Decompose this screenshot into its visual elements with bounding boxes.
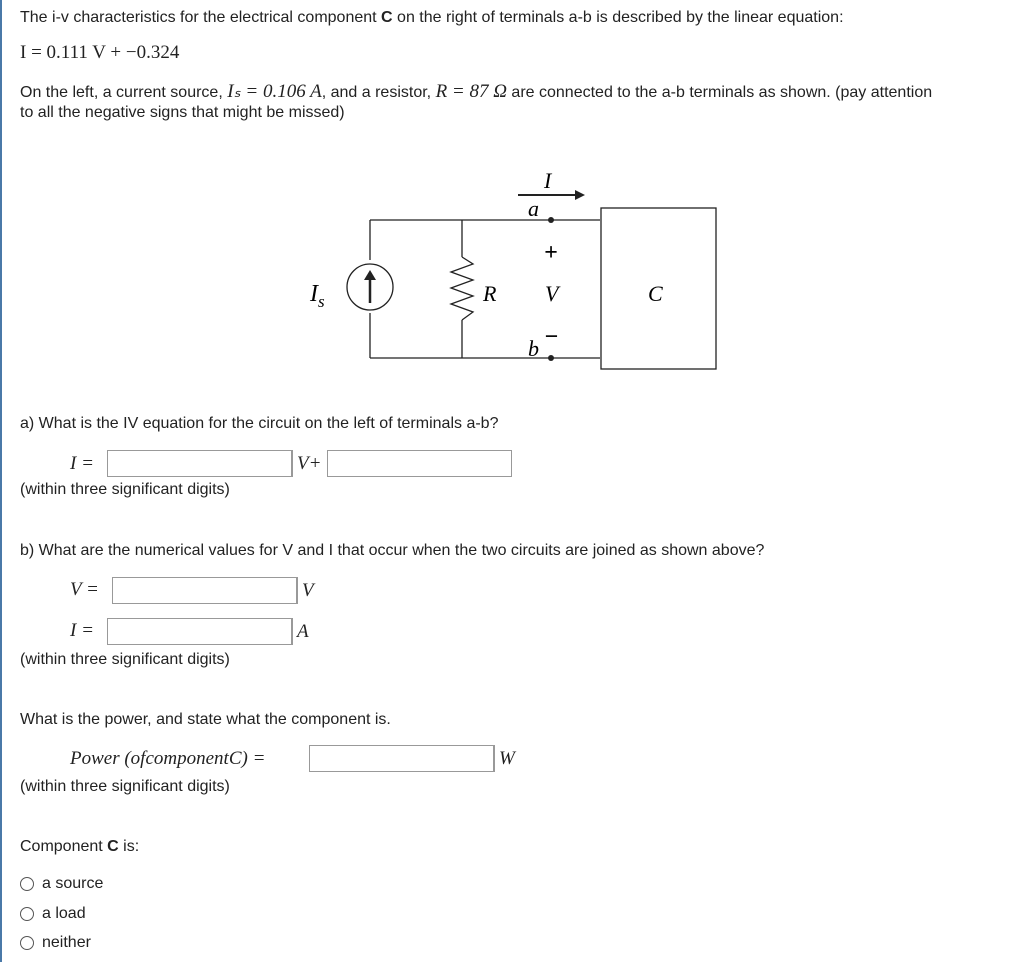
radio-circle-icon[interactable] [20,936,34,950]
power-lhs: Power (ofcomponentC) = [70,748,266,769]
intro-line-3: to all the negative signs that might be missed) [20,104,345,121]
v-input[interactable] [112,577,297,604]
radio-circle-icon[interactable] [20,877,34,891]
power-note: (within three significant digits) [20,778,230,795]
terminal-a: a [528,196,539,221]
component-label: C [648,281,663,306]
radio-neither[interactable]: neither [20,934,91,952]
part-a-lhs: I = [70,453,94,474]
minus-sign: − [544,324,559,350]
radio-load[interactable]: a load [20,905,86,923]
intro-line-1: The i-v characteristics for the electrical component C on the right of terminals a-b is described by the linear equation: [20,9,844,26]
i-input[interactable] [107,618,292,645]
power-input[interactable] [309,745,494,772]
left-border [0,0,2,962]
part-a-mid: V+ [292,450,321,477]
intro-line-2: On the left, a current source, Iₛ = 0.106 A, and a resistor, R = 87 Ω are connected to the a-b terminals as shown. (pay attention [20,81,933,102]
v-lhs: V = [70,579,99,600]
intercept-input[interactable] [327,450,512,477]
source-label: $I_s$ [310,281,325,311]
source-arrow-icon [364,270,376,280]
power-unit: W [494,745,515,772]
plus-sign: + [544,240,558,266]
power-question: What is the power, and state what the component is. [20,711,391,728]
circuit-diagram [300,160,730,380]
current-arrow-icon [575,190,585,200]
slope-input[interactable] [107,450,292,477]
part-a-question: a) What is the IV equation for the circuit on the left of terminals a-b? [20,415,499,432]
component-equation: I = 0.111 V + −0.324 [20,42,180,63]
radio-source[interactable]: a source [20,875,103,893]
part-b-note: (within three significant digits) [20,651,230,668]
i-unit: A [292,618,309,645]
i-lhs: I = [70,620,94,641]
resistor-label: R [483,281,497,306]
terminal-b: b [528,336,539,361]
radio-circle-icon[interactable] [20,907,34,921]
component-label-text: Component C is: [20,838,140,855]
current-label: I [544,168,552,193]
voltage-label: V [545,281,559,306]
part-a-note: (within three significant digits) [20,481,230,498]
part-b-question: b) What are the numerical values for V and I that occur when the two circuits are joined as shown above? [20,542,765,559]
v-unit: V [297,577,314,604]
